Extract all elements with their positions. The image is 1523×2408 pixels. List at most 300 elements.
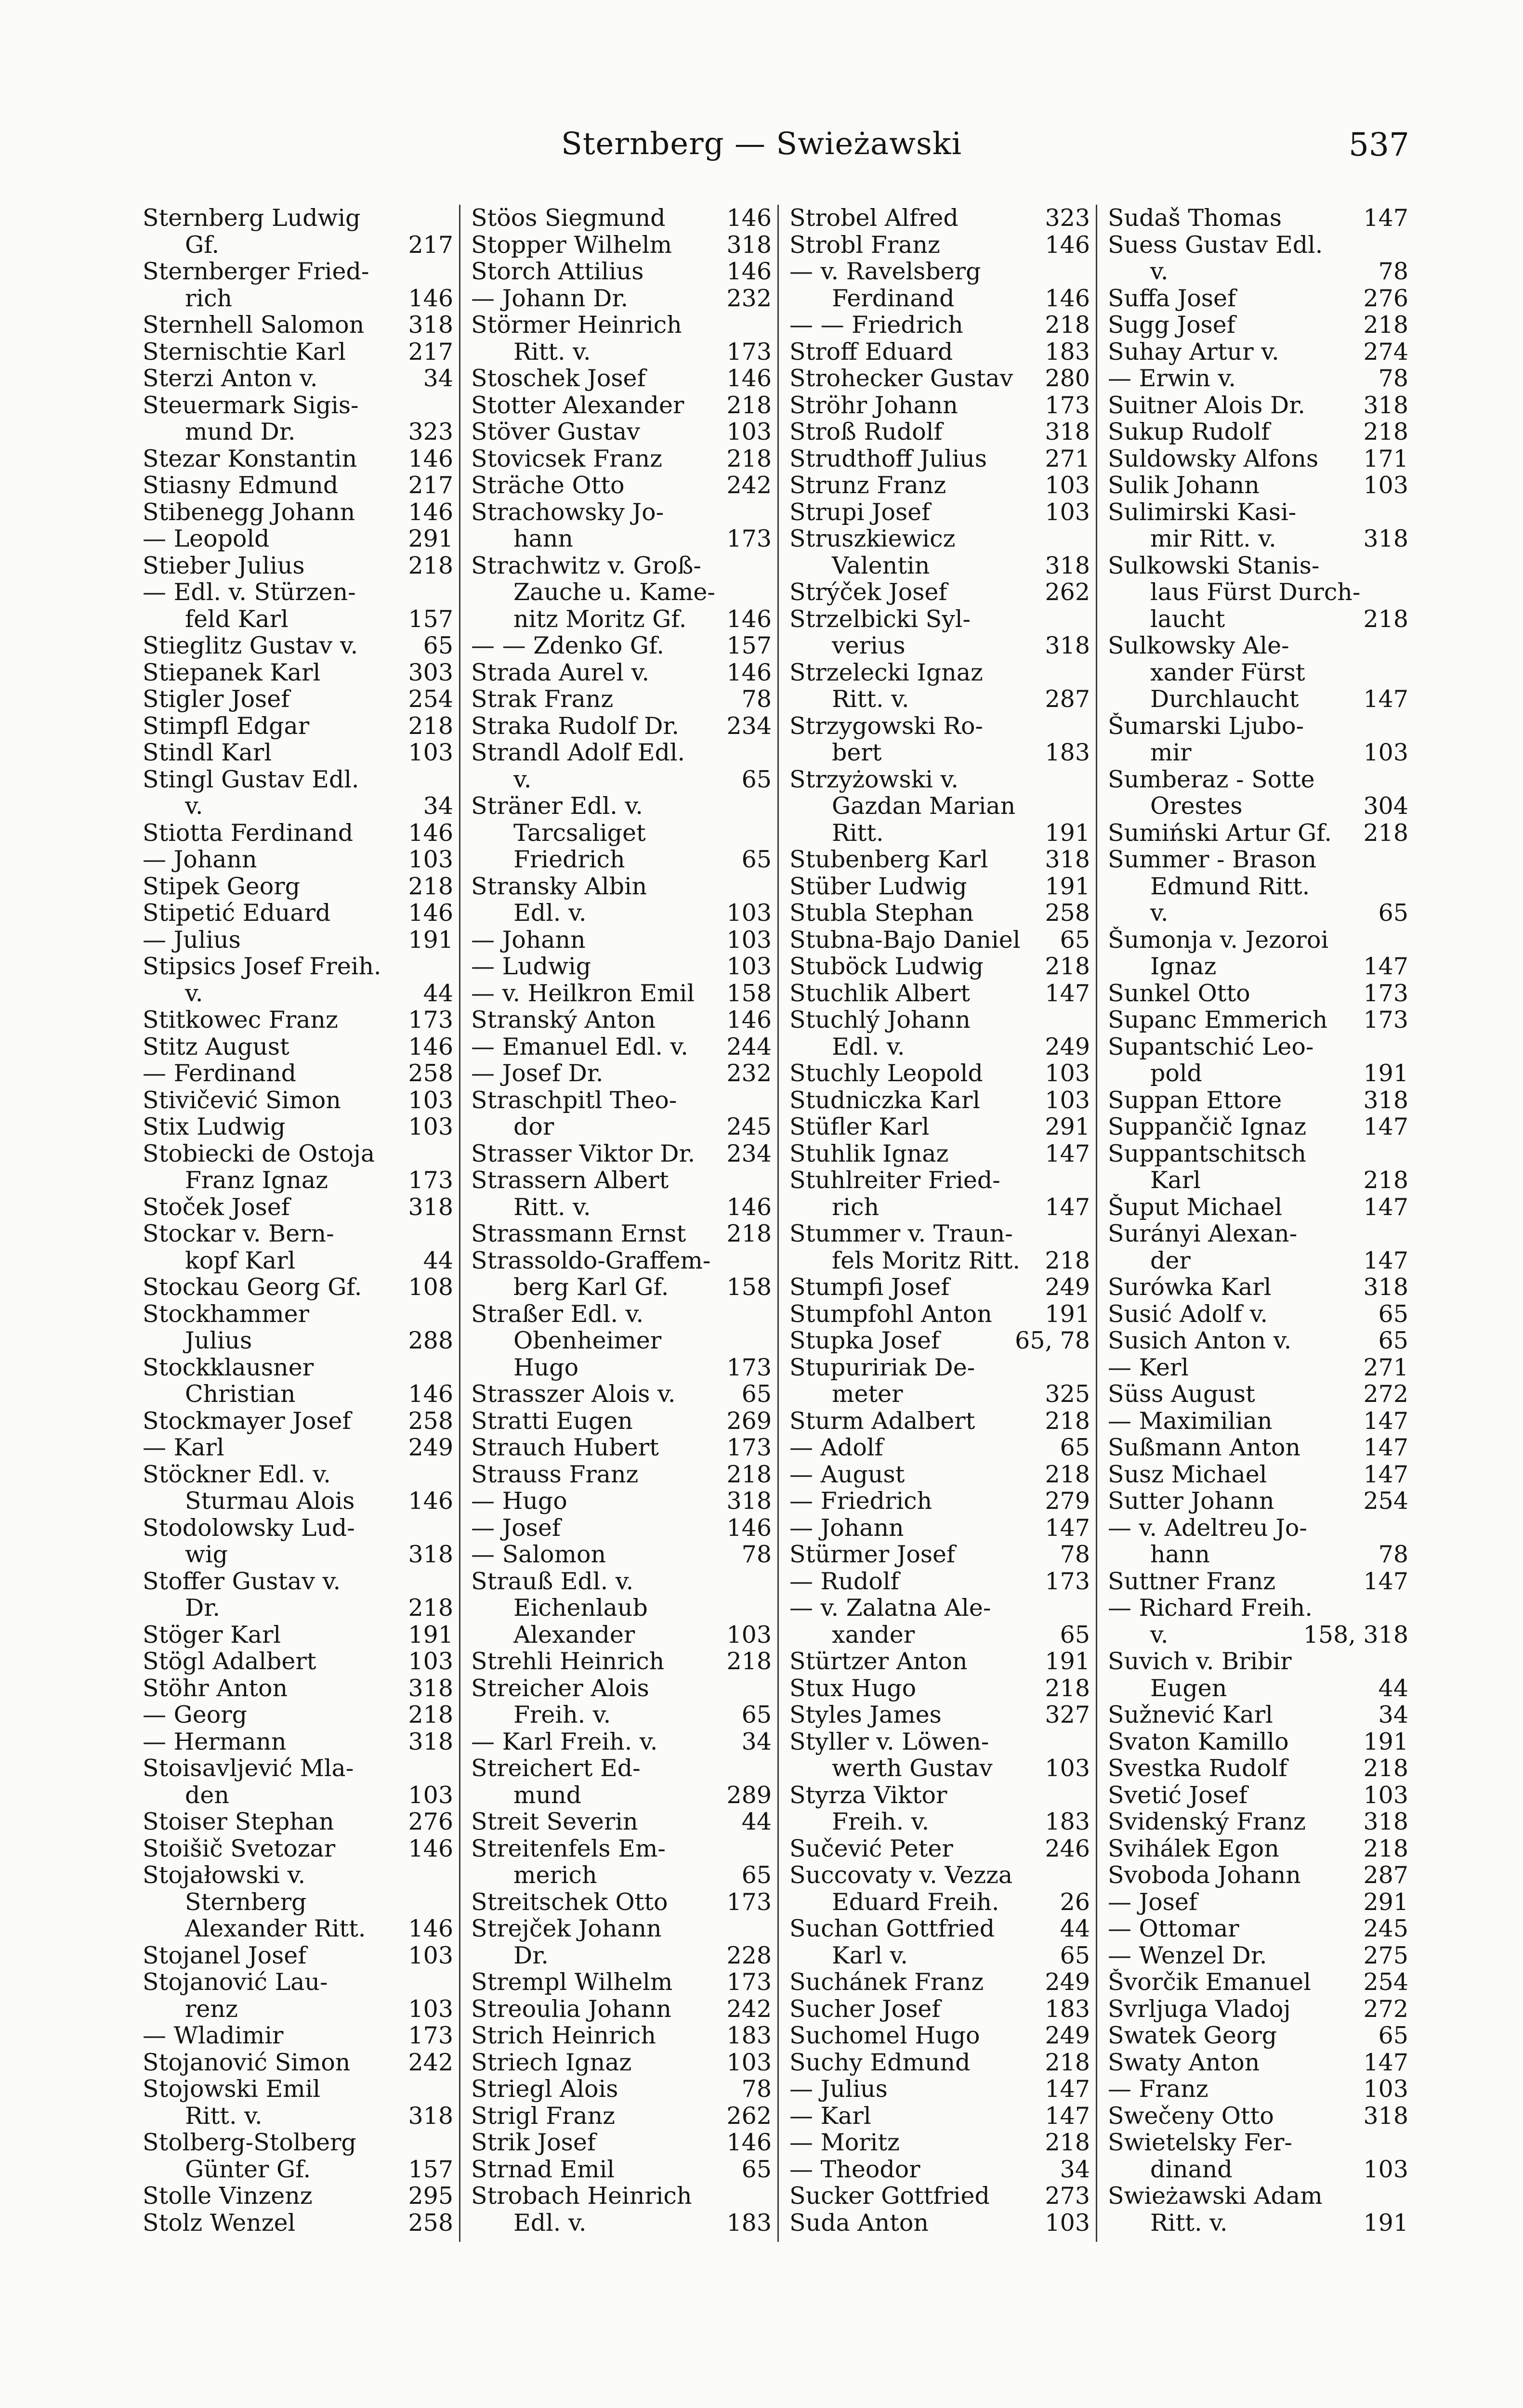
- page-number: 537: [1349, 126, 1409, 163]
- entry-name: Stivičević Simon: [143, 1086, 341, 1113]
- entry-name: Suda Anton: [789, 2209, 929, 2236]
- index-entry: [471, 2183, 772, 2210]
- index-entry-continuation: [471, 1595, 772, 1622]
- index-entry-continuation: [471, 900, 772, 927]
- index-entry: [143, 1515, 453, 1542]
- entry-name: Strzygowski Ro-: [789, 712, 984, 739]
- index-entry: [471, 1247, 772, 1274]
- entry-pages: 157: [726, 632, 772, 659]
- index-entry: [1108, 1889, 1408, 1916]
- index-entry: [471, 2103, 772, 2130]
- entry-name: Stindl Karl: [143, 739, 272, 766]
- index-entry-continuation: [471, 1862, 772, 1889]
- index-entry: [1108, 312, 1408, 339]
- entry-name: Suitner Alois Dr.: [1108, 392, 1305, 419]
- entry-name: Stranský Anton: [471, 1007, 656, 1034]
- entry-name: — Franz: [1108, 2076, 1208, 2103]
- index-entry-continuation: [789, 1942, 1090, 1969]
- entry-name: Alexander: [513, 1621, 635, 1648]
- entry-pages: 147: [1363, 1567, 1408, 1595]
- entry-name: Sunkel Otto: [1108, 980, 1250, 1007]
- entry-pages: 249: [1045, 1033, 1090, 1060]
- entry-pages: 244: [726, 1033, 772, 1060]
- entry-pages: 103: [408, 1086, 453, 1114]
- entry-name: — Richard Freih.: [1108, 1595, 1313, 1622]
- entry-name: Swaty Anton: [1108, 2049, 1260, 2076]
- entry-pages: 34: [1060, 2155, 1090, 2183]
- index-entry-continuation: [143, 1247, 453, 1274]
- entry-name: Strik Josef: [471, 2129, 596, 2156]
- index-entry: [471, 713, 772, 740]
- entry-pages: 26: [1060, 1888, 1090, 1916]
- entry-pages: 173: [726, 1888, 772, 1916]
- entry-pages: 173: [726, 525, 772, 552]
- entry-name: Stotter Alexander: [471, 392, 684, 419]
- entry-pages: 103: [726, 418, 772, 445]
- index-entry: [789, 1915, 1090, 1942]
- index-entry: [789, 1675, 1090, 1702]
- entry-pages: 103: [408, 1113, 453, 1140]
- index-columns: [141, 205, 1415, 2242]
- index-entry: [471, 1835, 772, 1862]
- entry-name: Sträner Edl. v.: [471, 793, 643, 820]
- index-entry: [1108, 232, 1408, 259]
- index-entry-continuation: [143, 1327, 453, 1354]
- index-entry-continuation: [471, 1327, 772, 1354]
- index-entry-continuation: [789, 1381, 1090, 1408]
- entry-name: — — Zdenko Gf.: [471, 632, 664, 659]
- entry-name: Sträche Otto: [471, 472, 625, 499]
- entry-name: — Maximilian: [1108, 1407, 1273, 1434]
- entry-pages: 318: [726, 1487, 772, 1515]
- entry-pages: 65: [423, 632, 453, 659]
- entry-pages: 258: [408, 1060, 453, 1087]
- entry-name: renz: [185, 1995, 238, 2022]
- index-entry-continuation: [1108, 873, 1408, 900]
- entry-pages: 262: [726, 2102, 772, 2130]
- entry-name: — Julius: [143, 926, 241, 953]
- index-entry: [143, 1140, 453, 1167]
- entry-pages: 108: [408, 1273, 453, 1301]
- index-entry: [471, 445, 772, 472]
- entry-name: — Johann: [143, 846, 257, 873]
- index-entry: [143, 1755, 453, 1782]
- entry-pages: 147: [1363, 1434, 1408, 1461]
- running-title: Sternberg — Swieżawski: [561, 126, 962, 162]
- entry-name: — Wenzel Dr.: [1108, 1942, 1267, 1969]
- entry-pages: 218: [1045, 2129, 1090, 2156]
- index-entry: [789, 900, 1090, 927]
- index-column-1: [141, 205, 459, 2242]
- index-entry: [471, 2076, 772, 2103]
- index-entry: [1108, 1488, 1408, 1515]
- index-entry: [789, 1408, 1090, 1435]
- entry-pages: 271: [1363, 1353, 1408, 1381]
- index-entry: [143, 1034, 453, 1060]
- entry-name: Eugen: [1150, 1675, 1227, 1701]
- index-entry: [789, 2049, 1090, 2076]
- entry-name: Strassmann Ernst: [471, 1220, 686, 1247]
- entry-name: Sternberg: [185, 1888, 307, 1915]
- page-header: [0, 126, 1523, 170]
- index-entry-continuation: [789, 632, 1090, 659]
- index-entry-continuation: [143, 2156, 453, 2183]
- index-entry: [789, 766, 1090, 793]
- entry-name: Sucher Josef: [789, 1995, 941, 2022]
- index-entry: [143, 1808, 453, 1835]
- entry-pages: 218: [726, 391, 772, 419]
- index-entry: [143, 205, 453, 232]
- entry-pages: 183: [726, 2209, 772, 2237]
- index-entry: [143, 739, 453, 766]
- entry-pages: 218: [1363, 418, 1408, 445]
- entry-pages: 147: [1363, 685, 1408, 713]
- index-entry: [789, 1113, 1090, 1140]
- entry-pages: 147: [1363, 953, 1408, 980]
- entry-pages: 228: [726, 1941, 772, 1969]
- index-entry: [471, 1996, 772, 2023]
- entry-name: v.: [185, 793, 203, 820]
- entry-pages: 103: [408, 1995, 453, 2023]
- index-entry: [143, 1354, 453, 1381]
- index-entry: [143, 365, 453, 392]
- index-entry: [471, 1087, 772, 1114]
- index-entry: [143, 686, 453, 713]
- entry-name: Sturmau Alois: [185, 1488, 355, 1515]
- entry-name: Stovicsek Franz: [471, 445, 662, 472]
- entry-pages: 65: [741, 846, 772, 873]
- entry-name: Surówka Karl: [1108, 1274, 1272, 1301]
- index-entry-continuation: [471, 1782, 772, 1809]
- entry-name: Edl. v.: [832, 1033, 905, 1060]
- entry-name: Swatek Georg: [1108, 2022, 1277, 2049]
- entry-name: Stobiecki de Ostoja: [143, 1140, 375, 1167]
- entry-name: — Ottomar: [1108, 1915, 1239, 1942]
- entry-name: Streitenfels Em-: [471, 1835, 666, 1862]
- entry-name: — v. Adeltreu Jo-: [1108, 1514, 1307, 1541]
- entry-pages: 232: [726, 284, 772, 312]
- index-entry: [471, 1167, 772, 1194]
- entry-pages: 291: [1045, 1113, 1090, 1140]
- index-entry-continuation: [1108, 2156, 1408, 2183]
- entry-pages: 103: [1363, 471, 1408, 499]
- entry-pages: 103: [726, 1621, 772, 1649]
- entry-name: v.: [185, 980, 203, 1007]
- index-entry: [789, 1060, 1090, 1087]
- entry-pages: 103: [1045, 1754, 1090, 1782]
- entry-name: Stieber Julius: [143, 552, 305, 579]
- index-entry: [1108, 365, 1408, 392]
- index-entry: [1108, 1996, 1408, 2023]
- entry-name: Strigl Franz: [471, 2102, 615, 2129]
- entry-name: meter: [832, 1381, 903, 1408]
- entry-pages: 103: [1363, 2155, 1408, 2183]
- entry-name: Susz Michael: [1108, 1461, 1267, 1488]
- entry-name: — Hugo: [471, 1488, 567, 1515]
- index-entry: [1108, 2022, 1408, 2049]
- entry-pages: 287: [1045, 685, 1090, 713]
- entry-pages: 103: [408, 739, 453, 766]
- entry-name: Suttner Franz: [1108, 1568, 1276, 1595]
- entry-name: Ferdinand: [832, 285, 955, 312]
- entry-name: Sternhell Salomon: [143, 312, 365, 339]
- entry-name: Sukup Rudolf: [1108, 419, 1270, 445]
- entry-name: xander Fürst: [1150, 659, 1305, 686]
- entry-name: — Julius: [789, 2076, 888, 2103]
- index-entry: [1108, 1034, 1408, 1060]
- entry-pages: 158: [726, 1273, 772, 1301]
- entry-name: laucht: [1150, 605, 1225, 632]
- entry-pages: 318: [1363, 1273, 1408, 1301]
- entry-name: mir Ritt. v.: [1150, 525, 1276, 552]
- entry-name: Strachwitz v. Groß-: [471, 552, 701, 579]
- entry-pages: 318: [408, 1193, 453, 1221]
- entry-pages: 103: [408, 1648, 453, 1675]
- entry-name: berg Karl Gf.: [513, 1274, 669, 1301]
- entry-pages: 146: [726, 605, 772, 633]
- index-column-4: [1096, 205, 1414, 2242]
- entry-name: — Hermann: [143, 1728, 287, 1755]
- index-entry: [1108, 1835, 1408, 1862]
- index-entry: [1108, 1327, 1408, 1354]
- entry-pages: 183: [726, 2022, 772, 2049]
- index-entry: [1108, 1381, 1408, 1408]
- index-entry: [789, 1434, 1090, 1461]
- index-entry: [143, 713, 453, 740]
- entry-pages: 147: [1363, 1407, 1408, 1435]
- entry-name: Strauch Hubert: [471, 1434, 659, 1461]
- index-entry-continuation: [1108, 739, 1408, 766]
- index-entry: [471, 1568, 772, 1595]
- entry-pages: 146: [726, 365, 772, 392]
- index-entry-continuation: [1108, 1247, 1408, 1274]
- index-entry: [789, 1648, 1090, 1675]
- entry-pages: 291: [408, 525, 453, 552]
- entry-name: Gf.: [185, 231, 220, 258]
- entry-name: Strak Franz: [471, 686, 614, 713]
- entry-pages: 218: [1045, 1674, 1090, 1702]
- entry-name: Suppantschitsch: [1108, 1140, 1306, 1167]
- index-entry: [1108, 2129, 1408, 2156]
- index-entry: [471, 927, 772, 954]
- entry-name: Stubla Stephan: [789, 900, 974, 927]
- entry-pages: 65: [1378, 899, 1408, 927]
- index-entry: [1108, 499, 1408, 526]
- entry-name: Streichert Ed-: [471, 1755, 641, 1782]
- entry-name: Strobl Franz: [789, 231, 940, 258]
- entry-pages: 147: [1363, 1193, 1408, 1221]
- index-entry: [789, 606, 1090, 633]
- entry-name: — Salomon: [471, 1541, 606, 1568]
- index-entry: [143, 1434, 453, 1461]
- entry-name: Stipetić Eduard: [143, 900, 331, 927]
- entry-name: Stupka Josef: [789, 1327, 940, 1354]
- entry-name: Šuput Michael: [1108, 1193, 1283, 1220]
- entry-pages: 218: [1045, 2048, 1090, 2076]
- entry-name: Stuchlý Johann: [789, 1007, 971, 1034]
- entry-name: Stiotta Ferdinand: [143, 819, 354, 846]
- index-entry-continuation: [143, 1488, 453, 1515]
- entry-pages: 146: [726, 1514, 772, 1542]
- entry-pages: 173: [1045, 1567, 1090, 1595]
- entry-pages: 318: [1363, 1808, 1408, 1835]
- entry-pages: 103: [408, 1781, 453, 1809]
- entry-pages: 103: [1045, 471, 1090, 499]
- entry-pages: 303: [408, 658, 453, 686]
- index-entry-continuation: [1108, 525, 1408, 552]
- index-entry: [789, 312, 1090, 339]
- entry-name: — Karl: [143, 1434, 224, 1461]
- entry-name: Surányi Alexan-: [1108, 1220, 1298, 1247]
- entry-pages: 274: [1363, 338, 1408, 366]
- entry-name: Swietelsky Fer-: [1108, 2129, 1292, 2156]
- entry-name: Strobach Heinrich: [471, 2183, 692, 2210]
- entry-pages: 218: [408, 551, 453, 579]
- index-entry: [143, 1007, 453, 1034]
- entry-name: — Adolf: [789, 1434, 883, 1461]
- index-entry: [789, 499, 1090, 526]
- index-entry: [143, 472, 453, 499]
- index-entry: [143, 1648, 453, 1675]
- entry-name: Edmund Ritt.: [1150, 873, 1310, 900]
- index-entry-continuation: [143, 1541, 453, 1568]
- entry-pages: 44: [1060, 1915, 1090, 1942]
- entry-pages: 147: [1363, 1113, 1408, 1140]
- entry-pages: 146: [408, 1487, 453, 1515]
- entry-name: mund: [513, 1781, 581, 1808]
- entry-name: Stoisavljević Mla-: [143, 1755, 354, 1782]
- entry-pages: 318: [408, 2102, 453, 2130]
- entry-pages: 318: [408, 1727, 453, 1755]
- index-entry: [471, 2049, 772, 2076]
- entry-pages: 44: [423, 1246, 453, 1274]
- entry-name: Stezar Konstantin: [143, 445, 357, 472]
- index-entry-continuation: [789, 552, 1090, 579]
- entry-name: Sulik Johann: [1108, 472, 1260, 499]
- index-entry-continuation: [1108, 579, 1408, 606]
- index-entry: [471, 1434, 772, 1461]
- index-entry: [471, 659, 772, 686]
- entry-name: Strassoldo-Graffem-: [471, 1247, 711, 1274]
- index-entry: [1108, 1140, 1408, 1167]
- entry-pages: 65: [1378, 1327, 1408, 1354]
- index-entry-continuation: [789, 1194, 1090, 1221]
- entry-pages: 275: [1363, 1941, 1408, 1969]
- index-entry: [471, 205, 772, 232]
- index-entry: [789, 1701, 1090, 1728]
- index-entry: [789, 2183, 1090, 2210]
- index-entry-continuation: [1108, 900, 1408, 927]
- entry-pages: 327: [1045, 1701, 1090, 1728]
- index-entry-continuation: [471, 820, 772, 847]
- entry-name: Stöckner Edl. v.: [143, 1461, 331, 1488]
- entry-name: Stipek Georg: [143, 873, 300, 900]
- entry-name: Stolberg-Stolberg: [143, 2129, 356, 2156]
- entry-name: Stingl Gustav Edl.: [143, 766, 359, 793]
- entry-name: dinand: [1150, 2156, 1233, 2183]
- index-entry: [471, 1648, 772, 1675]
- entry-pages: 146: [408, 1033, 453, 1060]
- entry-pages: 249: [1045, 2022, 1090, 2049]
- index-entry: [789, 472, 1090, 499]
- index-entry: [143, 2049, 453, 2076]
- entry-name: Stojanović Lau-: [143, 1969, 328, 1996]
- entry-pages: 147: [1045, 1514, 1090, 1542]
- index-entry: [471, 1969, 772, 1996]
- entry-name: Sulkowsky Ale-: [1108, 632, 1289, 659]
- entry-name: Strandl Adolf Edl.: [471, 739, 685, 766]
- entry-pages: 158: [726, 979, 772, 1007]
- entry-pages: 323: [408, 418, 453, 445]
- entry-name: Eduard Freih.: [832, 1888, 999, 1915]
- index-entry: [789, 1301, 1090, 1328]
- entry-pages: 44: [1378, 1674, 1408, 1702]
- entry-name: Stöver Gustav: [471, 419, 640, 445]
- entry-pages: 158, 318: [1303, 1621, 1408, 1649]
- entry-name: — Rudolf: [789, 1568, 899, 1595]
- index-entry: [143, 1942, 453, 1969]
- entry-name: Stiepanek Karl: [143, 659, 321, 686]
- entry-pages: 232: [726, 1060, 772, 1087]
- index-entry: [1108, 1755, 1408, 1782]
- index-entry: [143, 1060, 453, 1087]
- entry-pages: 246: [1045, 1834, 1090, 1862]
- entry-name: Freih. v.: [832, 1808, 930, 1835]
- entry-pages: 147: [1045, 1193, 1090, 1221]
- entry-pages: 146: [408, 284, 453, 312]
- index-entry: [789, 1515, 1090, 1542]
- entry-name: Gazdan Marian: [832, 793, 1016, 820]
- index-entry: [143, 445, 453, 472]
- entry-name: Stipsics Josef Freih.: [143, 953, 381, 980]
- index-entry: [789, 1140, 1090, 1167]
- entry-name: Suldowsky Alfons: [1108, 445, 1319, 472]
- entry-name: Streitschek Otto: [471, 1888, 668, 1915]
- index-entry: [471, 1220, 772, 1247]
- entry-name: Sumiński Artur Gf.: [1108, 819, 1332, 846]
- index-entry-continuation: [143, 1595, 453, 1622]
- entry-pages: 173: [1045, 391, 1090, 419]
- entry-pages: 218: [408, 712, 453, 740]
- entry-pages: 103: [726, 2048, 772, 2076]
- index-entry-continuation: [471, 525, 772, 552]
- entry-name: Stockmayer Josef: [143, 1407, 351, 1434]
- entry-name: Alexander Ritt.: [185, 1915, 366, 1942]
- index-entry: [143, 953, 453, 980]
- index-entry: [471, 2156, 772, 2183]
- index-entry: [1108, 1782, 1408, 1809]
- entry-name: Dr.: [513, 1942, 549, 1969]
- entry-name: Suffa Josef: [1108, 285, 1236, 312]
- entry-name: Julius: [185, 1327, 252, 1354]
- entry-pages: 218: [1045, 953, 1090, 980]
- entry-pages: 191: [1045, 1300, 1090, 1328]
- entry-pages: 245: [726, 1113, 772, 1140]
- entry-pages: 291: [1363, 1888, 1408, 1916]
- index-entry: [471, 1889, 772, 1916]
- entry-pages: 173: [408, 1006, 453, 1034]
- entry-name: Strudthoff Julius: [789, 445, 987, 472]
- index-entry-continuation: [471, 1942, 772, 1969]
- entry-pages: 258: [408, 2209, 453, 2237]
- index-entry: [1108, 1595, 1408, 1622]
- index-entry: [143, 1113, 453, 1140]
- index-entry: [789, 1996, 1090, 2023]
- entry-name: wig: [185, 1541, 228, 1568]
- index-entry: [789, 2210, 1090, 2237]
- index-entry: [471, 499, 772, 526]
- index-entry-continuation: [789, 1034, 1090, 1060]
